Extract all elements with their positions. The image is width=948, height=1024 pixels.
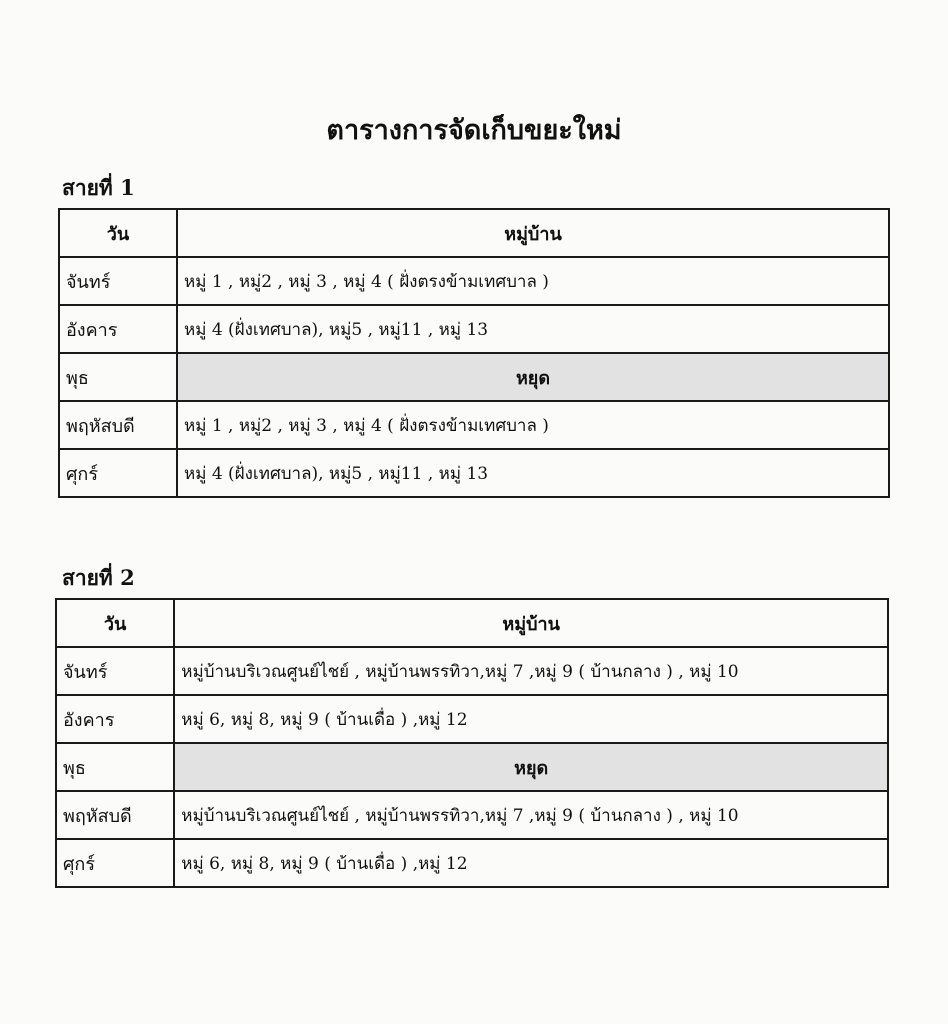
villages-cell: หมู่ 1 , หมู่2 , หมู่ 3 , หมู่ 4 ( ฝั่งตรงข้ามเทศบาล ) xyxy=(177,257,889,305)
table-row xyxy=(56,839,888,887)
off-day-cell: หยุด xyxy=(177,353,889,401)
day-cell: พฤหัสบดี xyxy=(56,791,174,839)
table-header-row xyxy=(56,599,888,647)
table-row-off-day xyxy=(56,743,888,791)
route-2-schedule-table xyxy=(55,598,889,888)
day-cell: ศุกร์ xyxy=(56,839,174,887)
villages-cell: หมู่ 6, หมู่ 8, หมู่ 9 ( บ้านเดื่อ ) ,หมู่ 12 xyxy=(174,695,888,743)
day-cell: พฤหัสบดี xyxy=(59,401,177,449)
villages-cell: หมู่ 6, หมู่ 8, หมู่ 9 ( บ้านเดื่อ ) ,หมู่ 12 xyxy=(174,839,888,887)
villages-cell: หมู่บ้านบริเวณศูนย์ไชย์ , หมู่บ้านพรรทิวา,หมู่ 7 ,หมู่ 9 ( บ้านกลาง ) , หมู่ 10 xyxy=(174,791,888,839)
day-cell: จันทร์ xyxy=(59,257,177,305)
day-cell: พุธ xyxy=(56,743,174,791)
day-column-header: วัน xyxy=(56,599,174,647)
table-row xyxy=(56,791,888,839)
day-cell: อังคาร xyxy=(56,695,174,743)
day-cell: ศุกร์ xyxy=(59,449,177,497)
day-column-header: วัน xyxy=(59,209,177,257)
villages-cell: หมู่ 4 (ฝั่งเทศบาล), หมู่5 , หมู่11 , หมู่ 13 xyxy=(177,449,889,497)
table-row xyxy=(56,695,888,743)
route-1-schedule-table xyxy=(58,208,890,498)
table-row xyxy=(59,257,889,305)
villages-column-header: หมู่บ้าน xyxy=(177,209,889,257)
route-1-heading: สายที่ 1 xyxy=(62,175,135,200)
table-row xyxy=(59,401,889,449)
day-cell: อังคาร xyxy=(59,305,177,353)
villages-cell: หมู่ 4 (ฝั่งเทศบาล), หมู่5 , หมู่11 , หมู่ 13 xyxy=(177,305,889,353)
villages-column-header: หมู่บ้าน xyxy=(174,599,888,647)
table-row-off-day xyxy=(59,353,889,401)
day-cell: จันทร์ xyxy=(56,647,174,695)
day-cell: พุธ xyxy=(59,353,177,401)
villages-cell: หมู่บ้านบริเวณศูนย์ไชย์ , หมู่บ้านพรรทิวา,หมู่ 7 ,หมู่ 9 ( บ้านกลาง ) , หมู่ 10 xyxy=(174,647,888,695)
villages-cell: หมู่ 1 , หมู่2 , หมู่ 3 , หมู่ 4 ( ฝั่งตรงข้ามเทศบาล ) xyxy=(177,401,889,449)
table-header-row xyxy=(59,209,889,257)
table-row xyxy=(59,305,889,353)
table-row xyxy=(56,647,888,695)
table-row xyxy=(59,449,889,497)
page-title: ตารางการจัดเก็บขยะใหม่ xyxy=(326,115,622,146)
off-day-cell: หยุด xyxy=(174,743,888,791)
route-2-heading: สายที่ 2 xyxy=(62,565,135,590)
